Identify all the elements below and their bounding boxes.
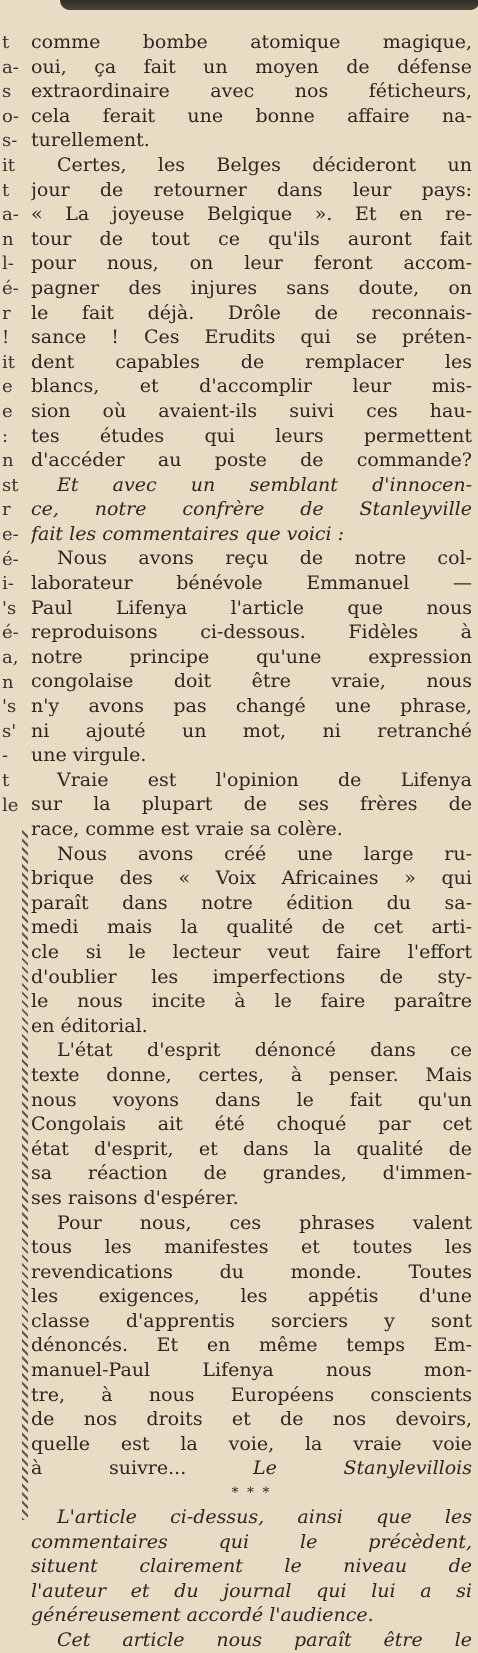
text-line: Et avec un semblant d'innocen- (57, 473, 472, 496)
text-line: Pour nous, ces phrases valent (57, 1211, 472, 1234)
adjacent-column-fragments (0, 30, 22, 1600)
text-line: ni ajouté un mot, ni retranché (31, 719, 472, 742)
text-line: de nos droits et de nos devoirs, (31, 1408, 472, 1431)
column-fragment: : (2, 425, 9, 447)
text-line: Vraie est l'opinion de Lifenya (57, 768, 472, 791)
text-line: sur la plupart de ses frères de (31, 793, 472, 816)
text-line: Cet article nous paraît être le (57, 1629, 472, 1651)
text-line: classe d'apprentis sorciers y sont (31, 1309, 472, 1332)
article-body (31, 30, 472, 1456)
editorial-closing (31, 1505, 472, 1653)
column-fragment: e (2, 401, 13, 422)
text-line: Nous avons reçu de notre col- (57, 547, 472, 570)
text-line: état d'esprit, et dans la qualité de (31, 1137, 472, 1160)
text-line: brique des « Voix Africaines » qui (31, 867, 472, 890)
column-fragment: n (2, 450, 14, 472)
column-fragment: s- (2, 130, 18, 152)
signature-lead: à suivre... (31, 1457, 187, 1480)
column-fragment: s' (2, 720, 17, 742)
text-line: Nous avons créé une large ru- (57, 842, 472, 865)
masthead-fragment (60, 0, 478, 10)
text-line: oui, ça fait un moyen de défense (31, 55, 472, 78)
column-fragment: t (2, 32, 10, 53)
column-fragment: 's (2, 597, 17, 619)
text-line: extraordinaire avec nos féticheurs, (31, 80, 472, 103)
text-line: turellement. (31, 129, 150, 152)
column-fragment: n (2, 671, 14, 693)
article-column (31, 30, 472, 1653)
text-line: Certes, les Belges décideront un (57, 153, 472, 176)
column-fragment: a- (2, 204, 19, 226)
text-line: fait les commentaires que voici : (31, 522, 345, 545)
text-line: en éditorial. (31, 1014, 148, 1037)
text-line: race, comme est vraie sa colère. (31, 818, 343, 840)
text-line: tour de tout ce qu'ils auront fait (31, 227, 472, 250)
column-fragment: st (2, 474, 19, 496)
column-fragment: é- (2, 278, 19, 299)
column-fragment: t (2, 179, 10, 201)
column-fragment: 's (2, 696, 17, 718)
section-separator: * * * (231, 1485, 272, 1502)
column-fragment: a- (2, 56, 19, 78)
column-fragment: é- (2, 622, 19, 644)
text-line: d'oublier les imperfections de sty- (31, 965, 472, 988)
text-line: sance ! Ces Erudits qui se préten- (31, 326, 472, 349)
text-line: congolaise doit être vraie, nous (31, 670, 472, 693)
column-fragment: e (2, 376, 13, 398)
text-line: ce, notre confrère de Stanleyville (31, 498, 472, 521)
column-fragment: t (2, 770, 10, 791)
text-line: cle si le lecteur veut faire l'effort (31, 940, 472, 963)
text-line: quelle est la voie, la vraie voie (31, 1432, 472, 1455)
text-line: L'état d'esprit dénoncé dans ce (57, 1039, 472, 1062)
text-line: jour de retourner dans leur pays: (31, 178, 472, 201)
signature-name: Le Stanylevillois (252, 1457, 472, 1480)
text-line: sa réaction de grandes, d'immen- (31, 1162, 472, 1185)
column-fragment: s (2, 81, 12, 103)
text-line: texte donne, certes, à penser. Mais (31, 1063, 472, 1086)
text-line: laborateur bénévole Emmanuel — (31, 572, 472, 595)
column-divider (22, 830, 28, 1520)
text-line: le nous incite à le faire paraître (31, 990, 472, 1013)
text-line: dénoncés. Et en même temps Em- (31, 1334, 472, 1357)
text-line: commentaires qui le précèdent, (31, 1530, 472, 1553)
column-fragment: it (2, 351, 15, 373)
text-line: n'y avons pas changé une phrase, (31, 695, 472, 718)
column-fragment: i- (2, 573, 14, 595)
text-line: généreusement accordé l'audience. (31, 1604, 374, 1627)
text-line: « La joyeuse Belgique ». Et en re- (31, 203, 472, 226)
column-fragment: a, (2, 647, 19, 668)
text-line: ses raisons d'espérer. (31, 1186, 239, 1209)
text-line: les exigences, les appétis d'une (31, 1285, 472, 1308)
text-line: une virgule. (31, 744, 147, 767)
column-fragment: é- (2, 548, 19, 570)
text-line: pour nous, on leur feront accom- (31, 252, 472, 275)
text-line: revendications du monde. Toutes (31, 1260, 472, 1283)
text-line: notre principe qu'une expression (31, 645, 472, 668)
column-fragment: r (2, 302, 11, 324)
text-line: cela ferait une bonne affaire na- (31, 104, 472, 127)
text-line: paraît dans notre édition du sa- (31, 891, 472, 914)
text-line: dent capables de remplacer les (31, 350, 472, 373)
text-line: tous les manifestes et toutes les (31, 1236, 472, 1259)
column-fragment: le (2, 794, 19, 816)
column-fragment: r (2, 499, 11, 521)
column-fragment: o- (2, 105, 19, 127)
text-line: comme bombe atomique magique, (31, 31, 472, 53)
text-line: blancs, et d'accomplir leur mis- (31, 375, 472, 398)
signature-line (31, 1456, 472, 1481)
column-fragment: n (2, 228, 14, 250)
text-line: manuel-Paul Lifenya nous mon- (31, 1359, 472, 1382)
text-line: L'article ci-dessus, ainsi que les (57, 1506, 472, 1529)
text-line: le fait déjà. Drôle de reconnais- (31, 301, 472, 324)
column-fragment: ! (2, 327, 10, 349)
text-line: sion où avaient-ils suivi ces hau- (31, 399, 472, 422)
text-line: nous voyons dans le fait qu'un (31, 1088, 472, 1111)
text-line: pagner des injures sans doute, on (31, 276, 472, 299)
text-line: situent clairement le niveau de (31, 1555, 472, 1578)
column-fragment: e- (2, 524, 19, 545)
text-line: Congolais ait été choqué par cet (31, 1113, 472, 1136)
column-fragment: it (2, 155, 15, 176)
text-line: tre, à nous Européens conscients (31, 1383, 472, 1406)
text-line: Paul Lifenya l'article que nous (31, 596, 472, 619)
text-line: l'auteur et du journal qui lui a si (31, 1579, 472, 1602)
text-line: d'accéder au poste de commande? (31, 449, 472, 472)
text-line: medi mais la qualité de cet arti- (31, 916, 472, 939)
column-fragment: l- (2, 253, 14, 275)
text-line: reproduisons ci-dessous. Fidèles à (31, 621, 472, 644)
text-line: tes études qui leurs permettent (31, 424, 472, 447)
column-fragment: - (2, 745, 9, 767)
